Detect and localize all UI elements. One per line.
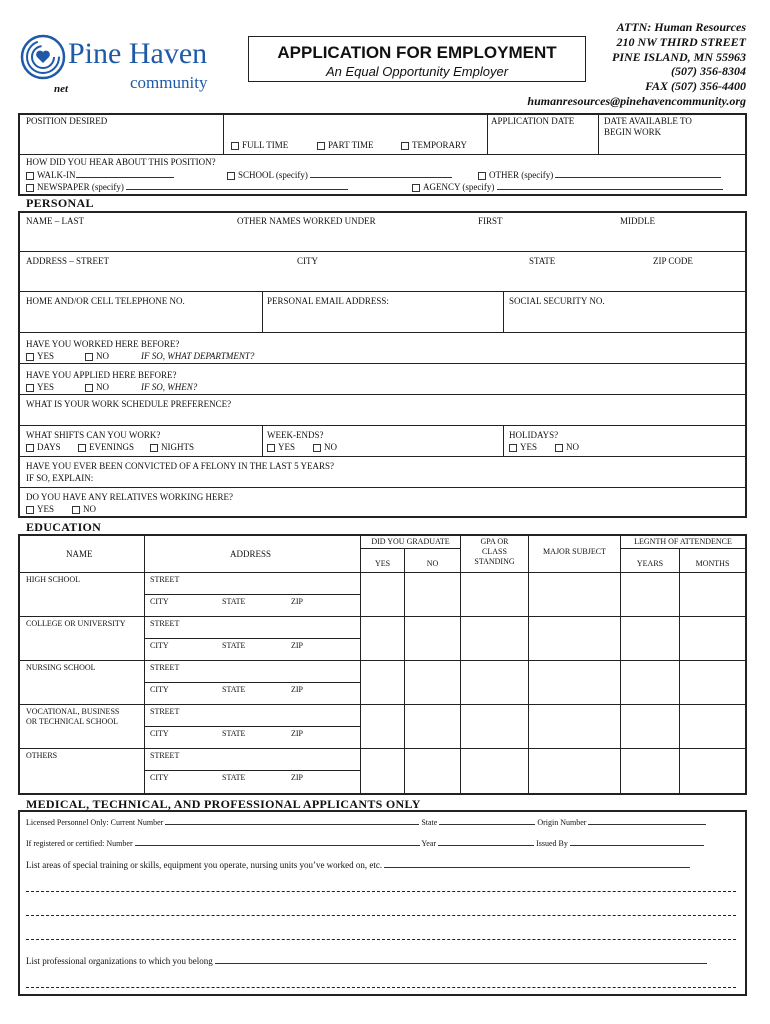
attn-line: ATTN: Human Resources — [616, 20, 746, 34]
edu-state-label: STATE — [222, 773, 246, 782]
edu-grad-yes-header: YES — [374, 559, 391, 568]
agency-checkbox[interactable]: AGENCY (specify) — [412, 181, 723, 193]
edu-street-label: STREET — [150, 663, 180, 672]
holidays-yes-checkbox[interactable]: YES — [509, 442, 537, 453]
edu-state-label: STATE — [222, 685, 246, 694]
zip-label: ZIP CODE — [653, 256, 693, 266]
worked-before-label: HAVE YOU WORKED HERE BEFORE? — [26, 339, 180, 349]
edu-state-label: STATE — [222, 729, 246, 738]
weekends-no-checkbox[interactable]: NO — [313, 442, 337, 453]
applied-before-label: HAVE YOU APPLIED HERE BEFORE? — [26, 370, 177, 380]
edu-major-header: MAJOR SUBJECT — [543, 547, 606, 556]
edu-zip-label: ZIP — [291, 773, 303, 782]
holidays-label: HOLIDAYS? — [509, 430, 559, 440]
edu-zip-label: ZIP — [291, 685, 303, 694]
edu-length-header: LEGNTH OF ATTENDENCE — [634, 537, 732, 546]
edu-address-header: ADDRESS — [230, 549, 272, 559]
training-line-3[interactable] — [26, 915, 736, 916]
training-line[interactable]: List areas of special training or skills, equipment you operate, nursing units you’ve worked on, etc. — [26, 859, 690, 871]
edu-zip-label: ZIP — [291, 597, 303, 606]
edu-state-label: STATE — [222, 641, 246, 650]
felony-label: HAVE YOU EVER BEEN CONVICTED OF A FELONY IN THE LAST 5 YEARS? — [26, 461, 334, 471]
ssn-label: SOCIAL SECURITY NO. — [509, 296, 605, 306]
nights-checkbox[interactable]: NIGHTS — [150, 442, 194, 453]
page-title: APPLICATION FOR EMPLOYMENT — [277, 43, 557, 62]
personal-heading: PERSONAL — [26, 196, 94, 210]
logo-sub: community — [130, 73, 208, 92]
edu-street-label: STREET — [150, 751, 180, 760]
days-checkbox[interactable]: DAYS — [26, 442, 61, 453]
contact-block — [527, 20, 746, 109]
if-dept-label: IF SO, WHAT DEPARTMENT? — [141, 351, 255, 361]
how-hear-label: HOW DID YOU HEAR ABOUT THIS POSITION? — [26, 157, 216, 167]
edu-city-label: CITY — [150, 597, 169, 606]
orgs-line-2[interactable] — [26, 987, 736, 988]
relatives-label: DO YOU HAVE ANY RELATIVES WORKING HERE? — [26, 492, 233, 502]
logo-name: Pine Haven — [68, 37, 208, 70]
state-label: STATE — [529, 256, 556, 266]
logo — [20, 34, 240, 98]
temporary-checkbox[interactable]: TEMPORARY — [401, 140, 467, 151]
education-heading: EDUCATION — [26, 520, 102, 534]
edu-street-label: STREET — [150, 575, 180, 584]
edu-row-label: OTHERS — [26, 751, 58, 760]
training-line-4[interactable] — [26, 939, 736, 940]
edu-state-label: STATE — [222, 597, 246, 606]
edu-row-label: HIGH SCHOOL — [26, 575, 80, 584]
applied-yes-checkbox[interactable]: YES — [26, 382, 54, 393]
holidays-no-checkbox[interactable]: NO — [555, 442, 579, 453]
relatives-no-checkbox[interactable]: NO — [72, 504, 96, 515]
edu-row-label: VOCATIONAL, BUSINESS OR TECHNICAL SCHOOL — [26, 707, 120, 726]
worked-yes-checkbox[interactable]: YES — [26, 351, 54, 362]
name-last-label: NAME – LAST — [26, 216, 84, 226]
edu-row-label: COLLEGE OR UNIVERSITY — [26, 619, 126, 628]
application-date-label: APPLICATION DATE — [491, 116, 575, 126]
first-name-label: FIRST — [478, 216, 503, 226]
date-available-label: DATE AVAILABLE TO BEGIN WORK — [604, 116, 692, 137]
city-line: PINE ISLAND, MN 55963 — [611, 49, 746, 64]
edu-street-label: STREET — [150, 707, 180, 716]
middle-name-label: MIDDLE — [620, 216, 655, 226]
training-line-2[interactable] — [26, 891, 736, 892]
edu-years-header: YEARS — [636, 559, 664, 568]
position-desired-label: POSITION DESIRED — [26, 116, 108, 126]
shifts-label: WHAT SHIFTS CAN YOU WORK? — [26, 430, 161, 440]
edu-street-label: STREET — [150, 619, 180, 628]
weekends-yes-checkbox[interactable]: YES — [267, 442, 295, 453]
logo-swirl-icon — [20, 34, 66, 80]
address-street-label: ADDRESS – STREET — [26, 256, 110, 266]
part-time-checkbox[interactable]: PART TIME — [317, 140, 374, 151]
edu-row-label: NURSING SCHOOL — [26, 663, 96, 672]
orgs-line[interactable]: List professional organizations to which you belong — [26, 955, 707, 967]
walk-in-checkbox[interactable]: WALK-IN — [26, 169, 174, 181]
page-subtitle: An Equal Opportunity Employer — [325, 64, 509, 79]
applied-no-checkbox[interactable]: NO — [85, 382, 109, 393]
worked-no-checkbox[interactable]: NO — [85, 351, 109, 362]
schedule-label: WHAT IS YOUR WORK SCHEDULE PREFERENCE? — [26, 399, 232, 409]
education-table — [18, 534, 747, 795]
logo-net: net — [54, 83, 69, 95]
licensed-line[interactable]: Licensed Personnel Only: Current Number State Origin Number — [26, 816, 706, 828]
edu-zip-label: ZIP — [291, 729, 303, 738]
relatives-yes-checkbox[interactable]: YES — [26, 504, 54, 515]
explain-label: IF SO, EXPLAIN: — [26, 473, 94, 483]
school-checkbox[interactable]: SCHOOL (specify) — [227, 169, 452, 181]
weekends-label: WEEK-ENDS? — [267, 430, 324, 440]
full-time-checkbox[interactable]: FULL TIME — [231, 140, 288, 151]
fax-line: FAX (507) 356-4400 — [645, 79, 746, 94]
city-label: CITY — [297, 256, 318, 266]
if-when-label: IF SO, WHEN? — [141, 382, 198, 392]
evenings-checkbox[interactable]: EVENINGS — [78, 442, 134, 453]
email-label: PERSONAL EMAIL ADDRESS: — [267, 296, 389, 306]
address-line: 210 NW THIRD STREET — [616, 34, 746, 49]
other-names-label: OTHER NAMES WORKED UNDER — [237, 216, 376, 226]
edu-gpa-header: GPA OR CLASS STANDING — [474, 537, 515, 566]
email-line: humanresources@pinehavencommunity.org — [527, 93, 746, 108]
other-checkbox[interactable]: OTHER (specify) — [478, 169, 721, 181]
newspaper-checkbox[interactable]: NEWSPAPER (specify) — [26, 181, 348, 193]
edu-graduate-header: DID YOU GRADUATE — [371, 537, 450, 546]
edu-city-label: CITY — [150, 641, 169, 650]
edu-grad-no-header: NO — [426, 559, 439, 568]
medical-heading: MEDICAL, TECHNICAL, AND PROFESSIONAL APPLICANTS ONLY — [26, 797, 421, 811]
registered-line[interactable]: If registered or certified: Number Year Issued By — [26, 837, 704, 849]
phone-label: HOME AND/OR CELL TELEPHONE NO. — [26, 296, 185, 306]
edu-city-label: CITY — [150, 729, 169, 738]
edu-zip-label: ZIP — [291, 641, 303, 650]
edu-city-label: CITY — [150, 773, 169, 782]
edu-name-header: NAME — [66, 549, 93, 559]
edu-city-label: CITY — [150, 685, 169, 694]
edu-months-header: MONTHS — [695, 559, 730, 568]
phone-line: (507) 356-8304 — [671, 64, 746, 79]
